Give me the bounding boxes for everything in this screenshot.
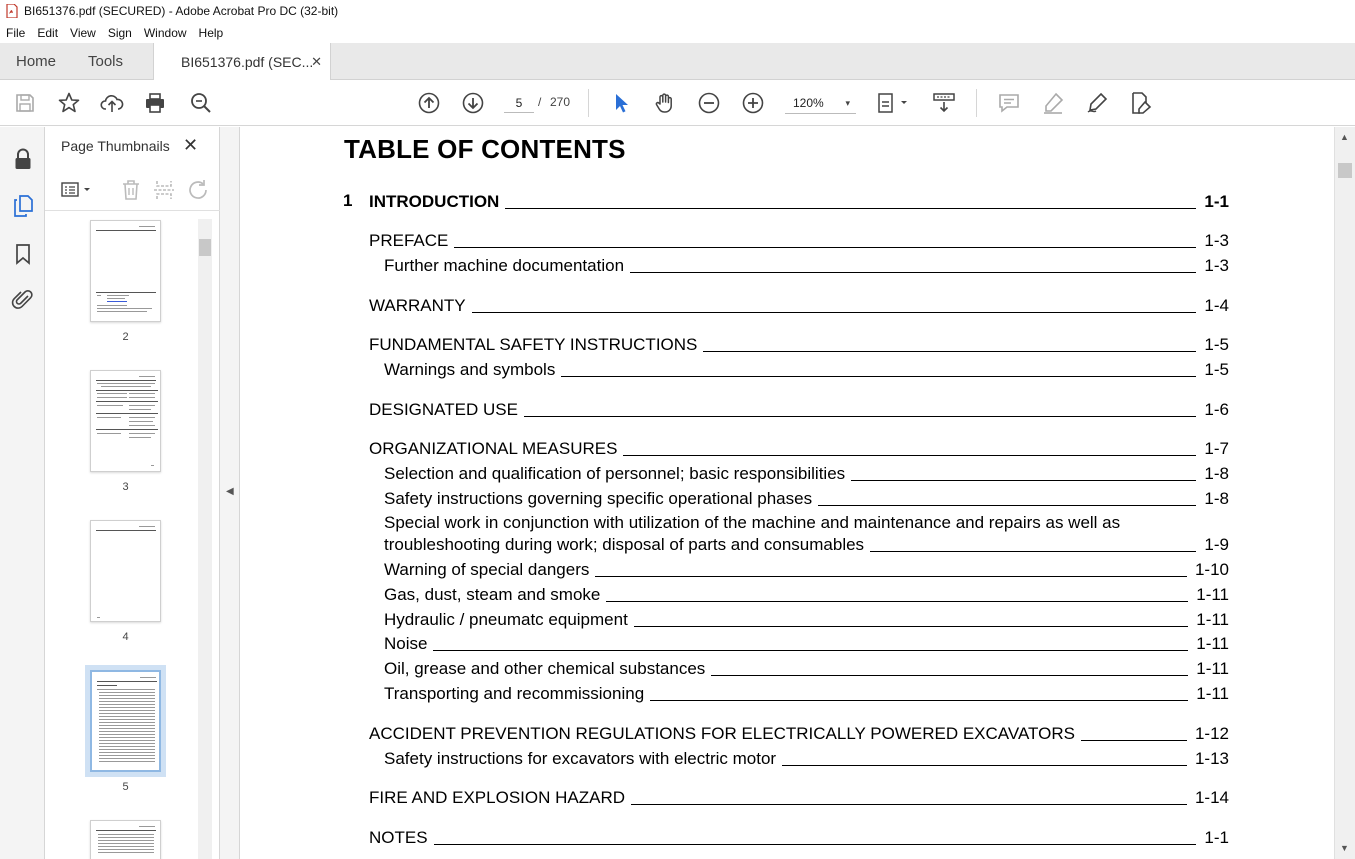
toc-entry-page: 1-9 [1204, 535, 1229, 554]
toc-entry-page: 1-7 [1204, 439, 1229, 458]
extract-pages-icon[interactable] [152, 178, 176, 202]
toc-leader-line [433, 650, 1188, 651]
toc-leader-line [634, 626, 1188, 627]
tab-bar [0, 43, 1355, 80]
toc-entry-text: Oil, grease and other chemical substances [384, 659, 706, 678]
scrollbar-thumb[interactable] [199, 239, 211, 256]
toc-entry-page: 1-11 [1196, 610, 1229, 629]
print-icon[interactable] [143, 91, 167, 115]
tab-document[interactable] [153, 43, 331, 81]
toc-leader-line [524, 416, 1196, 417]
star-icon[interactable] [57, 91, 81, 115]
title-bar [0, 0, 1355, 22]
toc-entry-page: 1-13 [1194, 749, 1229, 768]
toc-entry[interactable] [369, 722, 1229, 744]
thumbnail-list [45, 219, 200, 859]
thumbnail-label: 5 [122, 781, 129, 793]
page-fit-icon[interactable] [876, 91, 910, 115]
toc-entry-page: 1-1 [1204, 192, 1229, 211]
zoom-in-icon[interactable] [741, 91, 765, 115]
toc-entry-text: INTRODUCTION [369, 192, 500, 211]
document-scrollbar[interactable] [1334, 127, 1355, 859]
toc-entry-text: ACCIDENT PREVENTION REGULATIONS FOR ELECTRICALLY POWERED EXCAVATORS [369, 724, 1075, 743]
toc-leader-line [851, 480, 1196, 481]
next-page-icon[interactable] [461, 91, 485, 115]
page-number-input[interactable] [504, 93, 534, 113]
toolbar [0, 80, 1355, 126]
toc-entry-page: 1-3 [1204, 231, 1229, 250]
toc-leader-line [711, 675, 1188, 676]
toc-entry[interactable] [384, 254, 1229, 276]
toc-entry[interactable] [384, 583, 1229, 605]
sign-pen-icon[interactable] [1085, 91, 1109, 115]
page-thumbnail-2[interactable] [90, 220, 161, 322]
toc-leader-line [505, 208, 1196, 209]
toc-leader-line [595, 576, 1187, 577]
toc-leader-line [818, 505, 1196, 506]
toc-entry-page: 1-11 [1196, 634, 1229, 653]
zoom-select[interactable] [785, 92, 856, 114]
toc-entry[interactable] [384, 558, 1229, 580]
left-navigation-rail [0, 127, 45, 859]
toc-entry[interactable] [369, 190, 1229, 212]
delete-page-icon[interactable] [119, 178, 143, 202]
toc-entry[interactable] [369, 437, 1229, 459]
toc-entry[interactable] [384, 462, 1229, 484]
page-separator: / [538, 95, 542, 109]
toc-chapter-number: 1 [343, 191, 353, 210]
thumbnail-options-icon[interactable] [59, 178, 95, 202]
window-title: BI651376.pdf (SECURED) - Adobe Acrobat Pro DC (32-bit) [24, 4, 339, 18]
zoom-value: 120% [793, 95, 824, 110]
rotate-page-icon[interactable] [186, 178, 210, 202]
toc-leader-line [472, 312, 1197, 313]
toc-entry[interactable] [369, 786, 1229, 808]
tab-tools[interactable]: Tools [88, 53, 124, 70]
scrollbar-thumb[interactable] [1338, 163, 1352, 178]
toc-entry-page: 1-12 [1194, 724, 1229, 743]
toc-entry-text: FIRE AND EXPLOSION HAZARD [369, 788, 625, 807]
toc-entry[interactable] [384, 682, 1229, 704]
toc-entry-text: troubleshooting during work; disposal of parts and consumables [384, 535, 865, 554]
document-page [240, 127, 1334, 859]
toc-entry-page: 1-8 [1204, 464, 1229, 483]
toc-leader-line [870, 551, 1196, 552]
toc-entry-text: ORGANIZATIONAL MEASURES [369, 439, 618, 458]
highlight-pen-icon[interactable] [1041, 91, 1065, 115]
toc-entry-text: WARRANTY [369, 296, 466, 315]
toc-leader-line [623, 455, 1196, 456]
acrobat-pdf-icon [6, 4, 18, 18]
toc-entry-page: 1-8 [1204, 489, 1229, 508]
toolbar-divider [976, 89, 977, 117]
thumbnail-label: 2 [122, 331, 129, 343]
page-thumbnail-4[interactable] [90, 520, 161, 622]
toc-entry[interactable] [369, 826, 1229, 848]
page-thumbnail-6[interactable] [90, 820, 161, 859]
toc-leader-line [631, 804, 1187, 805]
toc-entry[interactable] [384, 487, 1229, 509]
comment-icon[interactable] [997, 91, 1021, 115]
toc-entry-text: Hydraulic / pneumatc equipment [384, 610, 628, 629]
toc-entry[interactable] [384, 632, 1229, 654]
toc-entry[interactable] [384, 358, 1229, 380]
tab-home[interactable]: Home [16, 53, 57, 70]
scroll-mode-icon[interactable] [932, 91, 956, 115]
toc-entry[interactable] [369, 398, 1229, 420]
toc-leader-line [650, 700, 1188, 701]
toc-entry-page: 1-14 [1194, 788, 1229, 807]
toc-entry-text: FUNDAMENTAL SAFETY INSTRUCTIONS [369, 335, 698, 354]
thumbnail-label: 4 [122, 631, 129, 643]
toc-entry[interactable] [384, 608, 1229, 630]
toc-entry-text: Further machine documentation [384, 256, 625, 275]
page-thumbnail-3[interactable] [90, 370, 161, 472]
toc-entry-text: Safety instructions for excavators with electric motor [384, 749, 777, 768]
scroll-up-icon[interactable]: ▲ [1340, 132, 1349, 142]
page-thumbnails-icon[interactable] [11, 194, 35, 218]
menu-sign[interactable]: Sign [107, 25, 132, 40]
toc-entry[interactable] [384, 657, 1229, 679]
toolbar-divider [588, 89, 589, 117]
toc-entry-text: Warnings and symbols [384, 360, 556, 379]
tab-close-icon[interactable]: ✕ [311, 54, 322, 69]
page-thumbnail-5-selected[interactable] [90, 670, 161, 772]
page-total: 270 [550, 95, 571, 109]
toc-entry-page: 1-5 [1204, 335, 1229, 354]
toc-entry-text: DESIGNATED USE [369, 400, 518, 419]
fill-sign-icon[interactable] [1128, 91, 1152, 115]
thumbnail-scrollbar[interactable] [198, 219, 212, 859]
panel-title: Page Thumbnails [61, 138, 170, 154]
toc-leader-line [561, 376, 1196, 377]
search-zoom-icon[interactable] [189, 91, 213, 115]
toc-entry[interactable] [369, 229, 1229, 251]
toc-entry-page: 1-11 [1196, 659, 1229, 678]
toc-leader-line [1081, 740, 1187, 741]
panel-collapse-strip[interactable] [220, 127, 240, 859]
toc-leader-line [606, 601, 1188, 602]
menu-file[interactable]: File [6, 25, 26, 40]
toc-entry-text: PREFACE [369, 231, 449, 250]
save-icon[interactable] [13, 91, 37, 115]
tab-document-label: BI651376.pdf (SEC... [181, 54, 314, 70]
menu-edit[interactable]: Edit [37, 25, 59, 40]
toc-entry-page: 1-6 [1204, 400, 1229, 419]
toc-heading: TABLE OF CONTENTS [344, 134, 626, 164]
toc-entry[interactable] [384, 533, 1229, 555]
toc-entry-text: Noise [384, 634, 428, 653]
toc-entry[interactable] [369, 333, 1229, 355]
toc-entry-text: Safety instructions governing specific operational phases [384, 489, 813, 508]
toc-entry-text: Selection and qualification of personnel; basic responsibilities [384, 464, 846, 483]
previous-page-icon[interactable] [417, 91, 441, 115]
toc-leader-line [454, 247, 1196, 248]
panel-close-icon[interactable]: ✕ [183, 135, 199, 155]
hand-tool-icon[interactable] [653, 91, 677, 115]
toc-leader-line [703, 351, 1196, 352]
zoom-out-icon[interactable] [697, 91, 721, 115]
bookmark-icon[interactable] [11, 242, 35, 266]
toc-entry-text: Transporting and recommissioning [384, 684, 645, 703]
toc-leader-line [630, 272, 1196, 273]
attachment-icon[interactable] [11, 287, 35, 311]
chevron-down-icon: ▾ [845, 98, 850, 108]
toc-entry-page: 1-1 [1204, 828, 1229, 847]
toc-entry-text-line1[interactable]: Special work in conjunction with utilization of the machine and maintenance and repairs as well as [384, 513, 1121, 532]
toc-entry-text: Gas, dust, steam and smoke [384, 585, 601, 604]
toc-entry[interactable] [384, 747, 1229, 769]
toc-entry-page: 1-10 [1194, 560, 1229, 579]
toc-entry-page: 1-5 [1204, 360, 1229, 379]
lock-icon[interactable] [11, 147, 35, 171]
toc-entry-text: Warning of special dangers [384, 560, 590, 579]
toc-entry-page: 1-3 [1204, 256, 1229, 275]
select-cursor-icon[interactable] [609, 91, 633, 115]
collapse-arrow-icon[interactable]: ◀ [226, 486, 234, 497]
toc-entry[interactable] [369, 294, 1229, 316]
menu-bar [0, 22, 1355, 43]
menu-view[interactable]: View [70, 25, 96, 40]
toc-entry-page: 1-11 [1196, 684, 1229, 703]
scroll-down-icon[interactable]: ▼ [1340, 843, 1349, 853]
thumbnail-label: 3 [122, 481, 129, 493]
menu-help[interactable]: Help [198, 25, 224, 40]
menu-window[interactable]: Window [143, 25, 187, 40]
toc-entry-page: 1-11 [1196, 585, 1229, 604]
upload-cloud-icon[interactable] [100, 91, 124, 115]
toc-entry-text: NOTES [369, 828, 428, 847]
toc-leader-line [434, 844, 1197, 845]
thumbnail-toolbar [45, 171, 220, 211]
toc-entry-page: 1-4 [1204, 296, 1229, 315]
page-thumbnails-panel [45, 127, 220, 859]
toc-leader-line [782, 765, 1187, 766]
